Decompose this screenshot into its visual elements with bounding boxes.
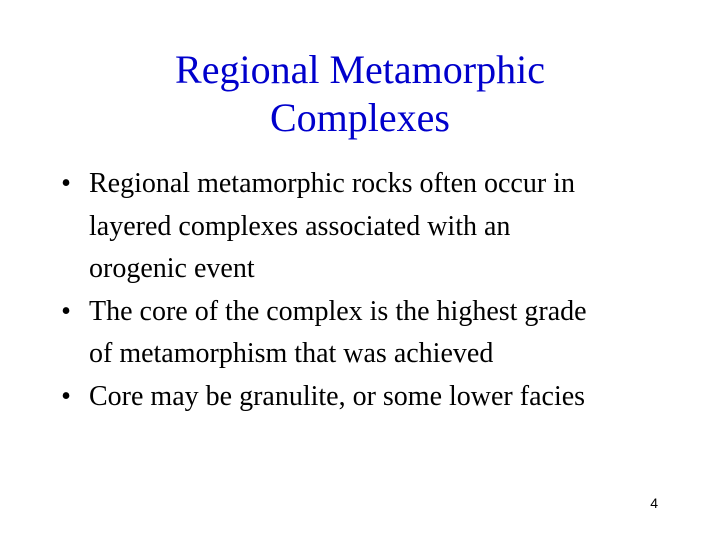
bullet-1-line-2: layered complexes associated with an <box>89 210 511 242</box>
bullet-2-line-2: of metamorphism that was achieved <box>89 338 494 369</box>
bullet-dot: • <box>61 380 71 412</box>
bullet-dot: • <box>61 168 71 199</box>
page-number: 4 <box>650 495 658 511</box>
bullet-1-line-3: orogenic event <box>89 253 255 284</box>
bullet-3-line-1: Core may be granulite, or some lower facies <box>89 380 586 412</box>
slide-title <box>60 46 660 142</box>
bullet-item-rock-complexes <box>56 163 686 291</box>
title-line-2: Complexes <box>270 95 450 140</box>
bullet-dot: • <box>61 295 71 327</box>
bullet-item-granulite-core <box>56 376 686 419</box>
bullet-2-line-1: The core of the complex is the highest grade <box>89 295 587 327</box>
bullet-1-line-1: Regional metamorphic rocks often occur in <box>89 168 575 199</box>
title-line-1: Regional Metamorphic <box>175 47 545 92</box>
bullet-list <box>56 163 686 418</box>
bullet-item-core-grade <box>56 291 686 376</box>
